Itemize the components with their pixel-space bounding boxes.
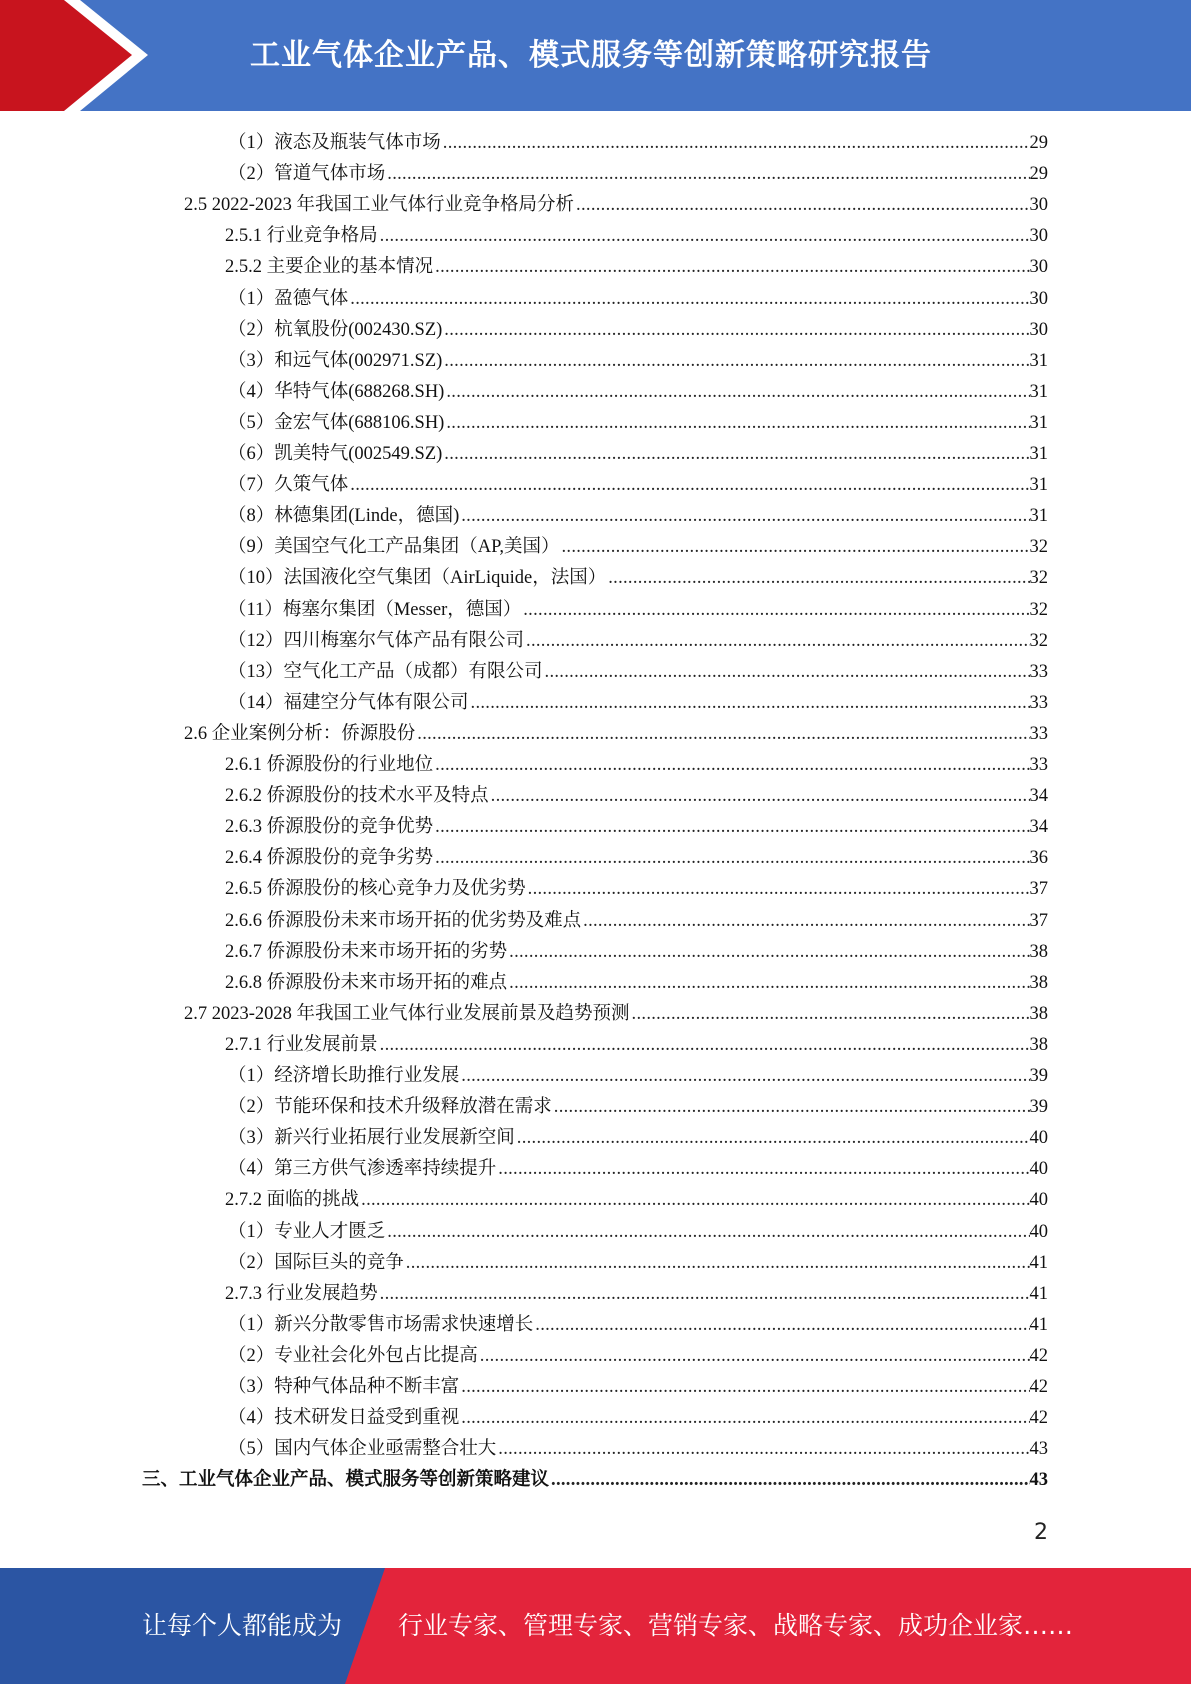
toc-entry[interactable] xyxy=(228,501,1048,532)
toc-entry-page: 40 xyxy=(1029,1159,1048,1180)
toc-entry-page: 37 xyxy=(1029,910,1048,931)
toc-entry-title: （11）梅塞尔集团（Messer，德国） xyxy=(228,599,522,620)
toc-entry-page: 42 xyxy=(1029,1377,1048,1397)
toc-entry-page: 41 xyxy=(1029,1283,1048,1304)
toc-entry-page: 32 xyxy=(1029,599,1048,620)
toc-entry[interactable] xyxy=(225,221,1048,252)
toc-leader-dots xyxy=(533,1310,1029,1341)
toc-entry-page: 38 xyxy=(1029,1003,1048,1024)
toc-entry-page: 30 xyxy=(1029,226,1048,247)
toc-entry-title: （5）国内气体企业亟需整合壮大 xyxy=(228,1439,497,1460)
toc-leader-dots xyxy=(385,1217,1029,1248)
toc-leader-dots xyxy=(415,719,1029,750)
toc-entry-page: 30 xyxy=(1029,288,1048,309)
toc-entry-title: （14）福建空分气体有限公司 xyxy=(228,692,469,713)
toc-entry-page: 37 xyxy=(1029,879,1048,900)
toc-leader-dots xyxy=(469,688,1030,719)
toc-entry-title: （1）液态及瓶装气体市场 xyxy=(228,133,441,153)
toc-entry-page: 31 xyxy=(1029,444,1048,464)
toc-entry-page: 34 xyxy=(1029,817,1048,838)
toc-entry[interactable] xyxy=(225,843,1048,874)
toc-entry-page: 30 xyxy=(1029,319,1048,340)
toc-leader-dots xyxy=(459,1403,1029,1434)
toc-leader-dots xyxy=(459,1061,1029,1092)
toc-entry-title: （10）法国液化空气集团（AirLiquide，法国） xyxy=(228,568,607,589)
toc-entry[interactable] xyxy=(228,315,1048,346)
toc-entry-title: 2.5 2022-2023 年我国工业气体行业竞争格局分析 xyxy=(184,195,575,216)
toc-entry-title: （4）技术研发日益受到重视 xyxy=(228,1408,460,1429)
toc-entry-page: 33 xyxy=(1029,692,1048,713)
toc-entry-title: （2）专业社会化外包占比提高 xyxy=(228,1345,478,1366)
toc-entry-title: （13）空气化工产品（成都）有限公司 xyxy=(228,661,543,682)
toc-entry[interactable] xyxy=(228,1434,1048,1465)
toc-entry[interactable] xyxy=(228,1403,1048,1434)
toc-entry-title: 三、工业气体企业产品、模式服务等创新策略建议 xyxy=(142,1470,550,1491)
toc-entry-title: （2）管道气体市场 xyxy=(228,164,386,185)
toc-entry[interactable] xyxy=(225,1279,1048,1310)
toc-leader-dots xyxy=(478,1341,1030,1372)
toc-entry-title: （6）凯美特气(002549.SZ) xyxy=(228,444,443,464)
footer-roles: 行业专家、管理专家、营销专家、战略专家、成功企业家…… xyxy=(398,1611,1074,1640)
toc-leader-dots xyxy=(385,159,1029,190)
toc-entry[interactable] xyxy=(225,937,1048,968)
toc-entry-title: （5）金宏气体(688106.SH) xyxy=(228,412,445,433)
toc-entry[interactable] xyxy=(225,750,1048,781)
toc-entry[interactable] xyxy=(228,1372,1048,1403)
toc-entry-title: （3）新兴行业拓展行业发展新空间 xyxy=(228,1128,515,1149)
toc-entry-title: （3）特种气体品种不断丰富 xyxy=(228,1377,460,1397)
toc-entry-title: 2.6.7 侨源股份未来市场开拓的劣势 xyxy=(225,941,508,962)
toc-entry-page: 40 xyxy=(1029,1190,1048,1211)
toc-entry-title: 2.6.8 侨源股份未来市场开拓的难点 xyxy=(225,972,508,993)
toc-entry[interactable] xyxy=(228,657,1048,688)
toc-entry[interactable] xyxy=(225,1030,1048,1061)
toc-leader-dots xyxy=(433,843,1029,874)
toc-entry[interactable] xyxy=(228,1310,1048,1341)
toc-leader-dots xyxy=(441,128,1030,159)
toc-entry[interactable] xyxy=(228,439,1048,470)
toc-entry[interactable] xyxy=(228,688,1048,719)
toc-entry[interactable] xyxy=(228,595,1048,626)
toc-entry[interactable] xyxy=(228,346,1048,377)
toc-entry-title: 2.6.5 侨源股份的核心竞争力及优劣势 xyxy=(225,879,526,900)
toc-entry[interactable] xyxy=(228,1154,1048,1185)
toc-entry-title: 2.7.1 行业发展前景 xyxy=(225,1034,378,1055)
toc-leader-dots xyxy=(515,1123,1030,1154)
toc-entry-page: 30 xyxy=(1029,257,1048,278)
toc-entry-page: 40 xyxy=(1029,1128,1048,1149)
toc-entry-page: 42 xyxy=(1029,1345,1048,1366)
toc-entry-page: 33 xyxy=(1029,723,1048,744)
toc-entry-page: 30 xyxy=(1029,195,1048,216)
toc-leader-dots xyxy=(442,439,1029,470)
toc-entry-page: 43 xyxy=(1029,1470,1048,1491)
toc-entry[interactable] xyxy=(228,159,1048,190)
toc-entry-page: 36 xyxy=(1029,848,1048,869)
toc-entry-title: （1）专业人才匮乏 xyxy=(228,1221,386,1242)
toc-entry-page: 29 xyxy=(1029,133,1048,153)
toc-entry-title: （4）第三方供气渗透率持续提升 xyxy=(228,1159,497,1180)
toc-entry[interactable] xyxy=(228,284,1048,315)
toc-entry-title: 2.6.2 侨源股份的技术水平及特点 xyxy=(225,786,489,807)
toc-entry-title: 2.7 2023-2028 年我国工业气体行业发展前景及趋势预测 xyxy=(184,1003,630,1024)
toc-entry[interactable] xyxy=(228,1061,1048,1092)
toc-entry[interactable] xyxy=(225,252,1048,283)
toc-entry-title: （2）国际巨头的竞争 xyxy=(228,1252,404,1273)
toc-leader-dots xyxy=(496,1154,1029,1185)
toc-entry-title: 2.5.1 行业竞争格局 xyxy=(225,226,378,247)
toc-entry-title: 2.6.3 侨源股份的竞争优势 xyxy=(225,817,434,838)
toc-entry-page: 39 xyxy=(1029,1097,1048,1118)
toc-leader-dots xyxy=(559,532,1029,563)
toc-entry-title: （12）四川梅塞尔气体产品有限公司 xyxy=(228,630,525,651)
toc-leader-dots xyxy=(459,501,1029,532)
page-footer xyxy=(0,1568,1191,1684)
toc-entry-page: 33 xyxy=(1029,755,1048,775)
toc-leader-dots xyxy=(378,1030,1030,1061)
toc-entry-page: 31 xyxy=(1029,506,1048,527)
toc-leader-dots xyxy=(630,999,1030,1030)
toc-leader-dots xyxy=(552,1092,1030,1123)
toc-leader-dots xyxy=(433,252,1029,283)
toc-entry-page: 39 xyxy=(1029,1066,1048,1086)
toc-entry-title: 2.7.3 行业发展趋势 xyxy=(225,1283,378,1304)
toc-leader-dots xyxy=(489,781,1030,812)
toc-entry-page: 31 xyxy=(1029,475,1048,496)
toc-entry[interactable] xyxy=(184,719,1048,750)
toc-leader-dots xyxy=(459,1372,1029,1403)
toc-entry-page: 41 xyxy=(1029,1314,1048,1335)
toc-entry-page: 32 xyxy=(1029,568,1048,589)
toc-entry[interactable] xyxy=(228,1341,1048,1372)
toc-entry[interactable] xyxy=(228,1217,1048,1248)
toc-entry-title: （1）盈德气体 xyxy=(228,288,349,309)
toc-entry-title: 2.6.1 侨源股份的行业地位 xyxy=(225,755,434,775)
toc-entry[interactable] xyxy=(225,781,1048,812)
toc-entry-page: 31 xyxy=(1029,350,1048,371)
toc-leader-dots xyxy=(444,377,1029,408)
toc-entry-title: 2.6.4 侨源股份的竞争劣势 xyxy=(225,848,434,869)
toc-entry[interactable] xyxy=(225,968,1048,999)
toc-entry[interactable] xyxy=(228,377,1048,408)
toc-entry-page: 38 xyxy=(1029,941,1048,962)
toc-entry-title: （8）林德集团(Linde，德国) xyxy=(228,506,460,527)
toc-entry-page: 34 xyxy=(1029,786,1048,807)
toc-entry-page: 40 xyxy=(1029,1221,1048,1242)
toc-entry-title: （4）华特气体(688268.SH) xyxy=(228,381,445,402)
toc-entry-page: 38 xyxy=(1029,972,1048,993)
toc-entry-title: （7）久策气体 xyxy=(228,475,349,496)
toc-entry-page: 43 xyxy=(1029,1439,1048,1460)
toc-leader-dots xyxy=(581,906,1029,937)
header-title: 工业气体企业产品、模式服务等创新策略研究报告 xyxy=(250,38,932,73)
toc-leader-dots xyxy=(606,563,1029,594)
toc-entry-page: 29 xyxy=(1029,164,1048,185)
toc-entry-page: 32 xyxy=(1029,537,1048,558)
toc-entry-page: 31 xyxy=(1029,412,1048,433)
footer-slogan: 让每个人都能成为 xyxy=(142,1611,343,1640)
toc-leader-dots xyxy=(507,968,1029,999)
toc-leader-dots xyxy=(496,1434,1029,1465)
toc-entry-title: （1）经济增长助推行业发展 xyxy=(228,1066,460,1086)
toc-leader-dots xyxy=(444,408,1029,439)
toc-leader-dots xyxy=(507,937,1029,968)
toc-leader-dots xyxy=(348,470,1029,501)
toc-entry[interactable] xyxy=(225,906,1048,937)
toc-entry[interactable] xyxy=(142,1465,1048,1496)
page-header xyxy=(0,0,1191,111)
toc-entry-page: 33 xyxy=(1029,661,1048,682)
toc-entry-title: （1）新兴分散零售市场需求快速增长 xyxy=(228,1314,534,1335)
toc-entry[interactable] xyxy=(184,190,1048,221)
toc-entry-title: （2）杭氧股份(002430.SZ) xyxy=(228,319,443,340)
toc-leader-dots xyxy=(442,346,1029,377)
toc-leader-dots xyxy=(521,595,1029,626)
toc-entry-page: 38 xyxy=(1029,1034,1048,1055)
toc-leader-dots xyxy=(433,812,1029,843)
toc-entry[interactable] xyxy=(228,1092,1048,1123)
toc-leader-dots xyxy=(404,1248,1030,1279)
toc-entry-page: 31 xyxy=(1029,381,1048,402)
toc-leader-dots xyxy=(526,874,1030,905)
toc-entry[interactable] xyxy=(228,532,1048,563)
page-number: 2 xyxy=(1034,1520,1048,1545)
toc-entry[interactable] xyxy=(228,470,1048,501)
toc-entry[interactable] xyxy=(228,563,1048,594)
toc-entry[interactable] xyxy=(225,812,1048,843)
toc-leader-dots xyxy=(524,626,1029,657)
toc-entry-title: 2.7.2 面临的挑战 xyxy=(225,1190,360,1211)
toc-entry[interactable] xyxy=(228,1123,1048,1154)
toc-leader-dots xyxy=(359,1185,1029,1216)
toc-leader-dots xyxy=(433,750,1029,781)
toc-leader-dots xyxy=(543,657,1030,688)
toc-entry[interactable] xyxy=(228,626,1048,657)
toc-entry-title: 2.5.2 主要企业的基本情况 xyxy=(225,257,434,278)
toc-entry-title: （3）和远气体(002971.SZ) xyxy=(228,350,443,371)
toc-entry-title: 2.6.6 侨源股份未来市场开拓的优劣势及难点 xyxy=(225,910,582,931)
toc-entry-title: （9）美国空气化工产品集团（AP,美国） xyxy=(228,537,560,558)
toc-leader-dots xyxy=(574,190,1029,221)
toc-leader-dots xyxy=(348,284,1029,315)
toc-entry-page: 32 xyxy=(1029,630,1048,651)
toc-entry[interactable] xyxy=(228,128,1048,159)
toc-entry[interactable] xyxy=(228,1248,1048,1279)
toc-leader-dots xyxy=(378,1279,1030,1310)
toc-entry[interactable] xyxy=(225,874,1048,905)
toc-leader-dots xyxy=(549,1465,1029,1496)
toc-entry-title: （2）节能环保和技术升级释放潜在需求 xyxy=(228,1097,552,1118)
toc-entry-page: 41 xyxy=(1029,1252,1048,1273)
toc-entry-page: 42 xyxy=(1029,1408,1048,1429)
toc-entry[interactable] xyxy=(225,1185,1048,1216)
toc-leader-dots xyxy=(442,315,1029,346)
toc-entry[interactable] xyxy=(228,408,1048,439)
toc-entry-title: 2.6 企业案例分析：侨源股份 xyxy=(184,723,416,744)
toc-entry[interactable] xyxy=(184,999,1048,1030)
toc-leader-dots xyxy=(378,221,1030,252)
